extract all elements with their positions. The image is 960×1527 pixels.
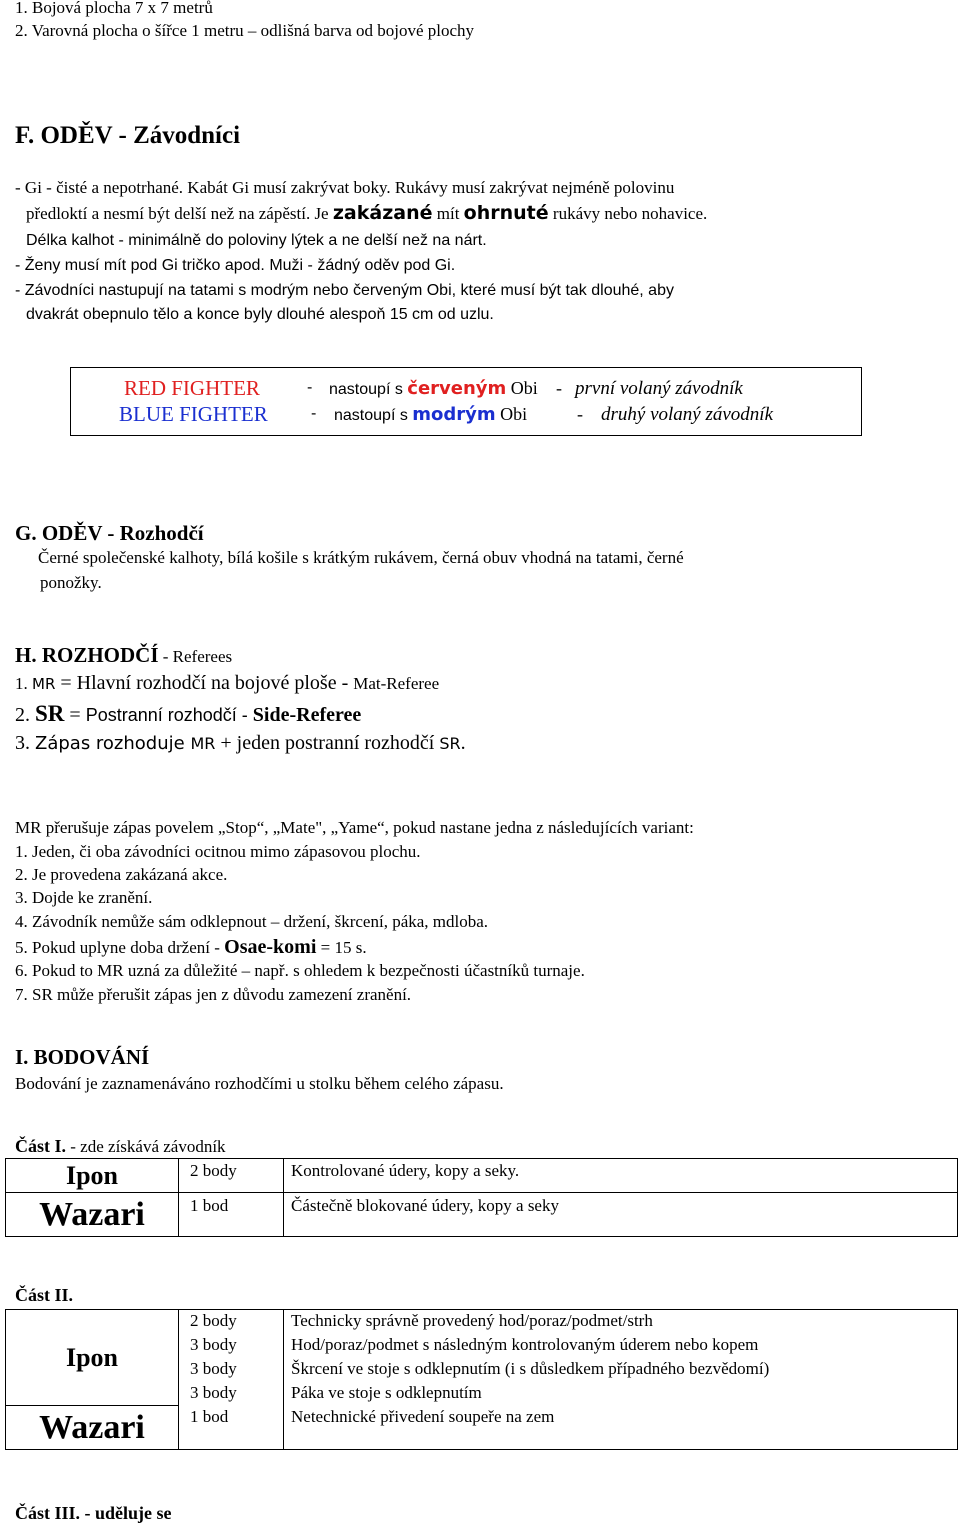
red-fighter-text: nastoupí s červeným Obi <box>329 378 538 399</box>
paragraph-line: - Gi - čisté a nepotrhané. Kabát Gi musí zakrývat boky. Rukávy musí zakrývat nejméně polovinu <box>15 178 675 197</box>
blue-fighter-label: BLUE FIGHTER <box>119 402 268 426</box>
blue-fighter-text: nastoupí s modrým Obi <box>334 404 528 425</box>
part-2-heading: Část II. <box>15 1285 74 1305</box>
section-g-title: G. ODĚV - Rozhodčí <box>15 521 204 545</box>
score-points: 1 bod <box>179 1406 284 1450</box>
score-name: Ipon <box>6 1310 179 1406</box>
part-1-heading: Část I. - zde získává závodník <box>15 1136 226 1156</box>
list-item: 3. Dojde ke zranění. <box>15 888 153 907</box>
red-fighter-desc: první volaný závodník <box>575 378 743 399</box>
paragraph-line: - Ženy musí mít pod Gi tričko apod. Muži - žádný oděv pod Gi. <box>15 257 456 274</box>
score-name: Wazari <box>6 1193 179 1237</box>
paragraph-line: dvakrát obepnulo tělo a konce byly dlouhé alespoň 15 cm od uzlu. <box>26 306 494 323</box>
referee-line: 1. MR = Hlavní rozhodčí na bojové ploše - Mat-Referee <box>15 672 440 694</box>
score-points: 3 body <box>179 1334 284 1358</box>
part-3-heading: Část III. - uděluje se <box>15 1503 172 1523</box>
score-points: 3 body <box>179 1382 284 1406</box>
table-row <box>6 1310 958 1334</box>
list-item: 6. Pokud to MR uzná za důležité – např. s ohledem k bezpečnosti účastníků turnaje. <box>15 961 585 980</box>
score-points: 3 body <box>179 1358 284 1382</box>
fighters-box <box>70 367 862 436</box>
score-desc: Kontrolované údery, kopy a seky. <box>284 1159 958 1193</box>
score-name: Wazari <box>6 1406 179 1450</box>
paragraph-line: předloktí a nesmí být delší než na zápěstí. Je zakázané mít ohrnuté rukávy nebo nohavice. <box>26 202 708 224</box>
paragraph-line: Délka kalhot - minimálně do poloviny lýtek a ne delší než na nárt. <box>26 232 487 249</box>
score-desc: Částečně blokované údery, kopy a seky <box>284 1193 958 1237</box>
section-i-title: I. BODOVÁNÍ <box>15 1045 150 1069</box>
score-desc: Páka ve stoje s odklepnutím <box>284 1382 958 1406</box>
referee-line: 2. SR = Postranní rozhodčí - Side-Referee <box>15 701 362 726</box>
red-color-word: červeným <box>407 378 507 399</box>
separator: - <box>307 379 313 396</box>
score-desc: Hod/poraz/podmet s následným kontrolovaným úderem nebo kopem <box>284 1334 958 1358</box>
separator: - <box>311 405 317 422</box>
separator: - <box>577 404 583 424</box>
emphasis: zakázané <box>332 202 433 224</box>
score-points: 2 body <box>179 1159 284 1193</box>
score-points: 1 bod <box>179 1193 284 1237</box>
score-desc: Netechnické přivedení soupeře na zem <box>284 1406 958 1450</box>
score-points: 2 body <box>179 1310 284 1334</box>
list-item: 1. Bojová plocha 7 x 7 metrů <box>15 0 213 17</box>
red-fighter-label: RED FIGHTER <box>124 376 260 400</box>
list-item: 1. Jeden, či oba závodníci ocitnou mimo zápasovou plochu. <box>15 842 421 861</box>
table-row <box>6 1159 958 1193</box>
paragraph-line: ponožky. <box>40 573 102 592</box>
blue-fighter-desc: druhý volaný závodník <box>601 404 774 425</box>
paragraph-line: Bodování je zaznamenáváno rozhodčími u stolku během celého zápasu. <box>15 1074 504 1093</box>
score-name: Ipon <box>6 1159 179 1193</box>
paragraph-line: Černé společenské kalhoty, bílá košile s krátkým rukávem, černá obuv vhodná na tatami, černé <box>38 548 684 567</box>
section-h-title: H. ROZHODČÍ - Referees <box>15 643 233 667</box>
list-item: 4. Závodník nemůže sám odklepnout – držení, škrcení, páka, mdloba. <box>15 912 489 931</box>
list-item: 2. Varovná plocha o šířce 1 metru – odlišná barva od bojové plochy <box>15 21 475 40</box>
blue-color-word: modrým <box>412 404 496 425</box>
section-f-title: F. ODĚV - Závodníci <box>15 122 241 149</box>
referee-line: 3. Zápas rozhoduje MR + jeden postranní rozhodčí SR. <box>15 732 466 754</box>
separator: - <box>556 378 562 398</box>
scoring-table-part-1 <box>5 1158 958 1237</box>
scoring-table-part-2 <box>5 1309 958 1450</box>
list-item: 5. Pokud uplyne doba držení - Osae-komi = 15 s. <box>15 936 367 958</box>
paragraph-line: MR přerušuje zápas povelem „Stop“, „Mate", „Yame“, pokud nastane jedna z následujících variant: <box>15 818 694 837</box>
emphasis: ohrnuté <box>463 202 549 224</box>
table-row <box>6 1193 958 1237</box>
score-desc: Technicky správně provedený hod/poraz/podmet/strh <box>284 1310 958 1334</box>
paragraph-line: - Závodníci nastupují na tatami s modrým nebo červeným Obi, které musí být tak dlouhé, aby <box>15 282 674 299</box>
list-item: 2. Je provedena zakázaná akce. <box>15 865 228 884</box>
table-row <box>6 1406 958 1450</box>
score-desc: Škrcení ve stoje s odklepnutím (i s důsledkem případného bezvědomí) <box>284 1358 958 1382</box>
list-item: 7. SR může přerušit zápas jen z důvodu zamezení zranění. <box>15 985 412 1004</box>
